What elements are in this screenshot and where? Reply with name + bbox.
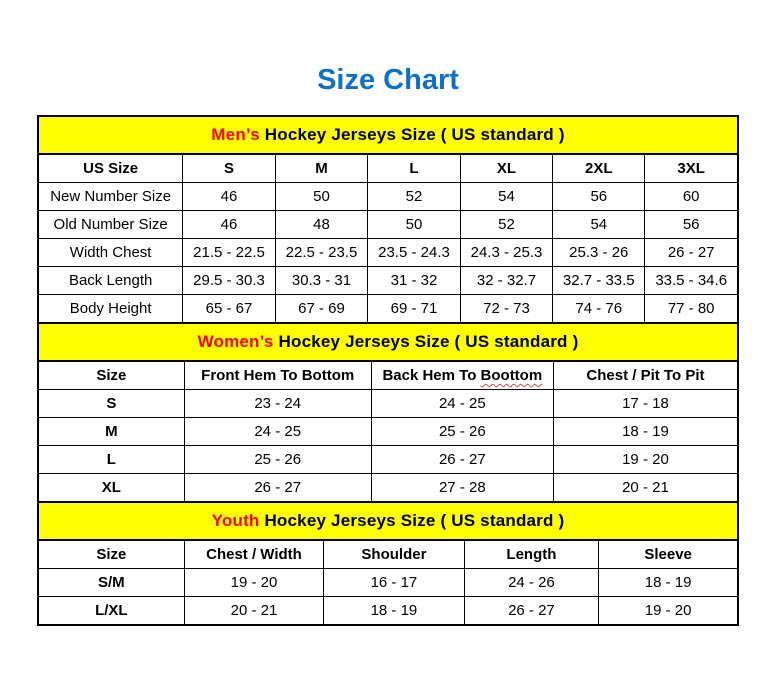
table-cell: 46	[183, 211, 275, 239]
table-cell: 21.5 - 22.5	[183, 239, 275, 267]
page-title: Size Chart	[317, 64, 459, 96]
table-cell: 33.5 - 34.6	[645, 267, 737, 295]
column-header: 3XL	[645, 155, 737, 183]
table-cell: 30.3 - 31	[275, 267, 367, 295]
table-cell: 18 - 19	[324, 597, 464, 625]
column-header: Sleeve	[599, 541, 737, 569]
table-cell: 24 - 25	[371, 390, 553, 418]
table-cell: 24.3 - 25.3	[460, 239, 552, 267]
table-cell: 25 - 26	[371, 418, 553, 446]
table-cell: 16 - 17	[324, 569, 464, 597]
table-cell: 46	[183, 183, 275, 211]
table-cell: 48	[275, 211, 367, 239]
column-header-row	[39, 155, 737, 183]
table-row	[39, 295, 737, 323]
table-cell: 23 - 24	[184, 390, 371, 418]
column-header: Back Hem To Boottom	[371, 362, 553, 390]
table-cell: 20 - 21	[553, 474, 737, 502]
mens-size-section	[39, 117, 737, 323]
column-header: Chest / Width	[184, 541, 324, 569]
column-header: Front Hem To Bottom	[184, 362, 371, 390]
column-header-row	[39, 362, 737, 390]
row-label: XL	[39, 474, 184, 502]
table-cell: 18 - 19	[599, 569, 737, 597]
column-header: Length	[464, 541, 599, 569]
youth-section-title	[39, 502, 737, 540]
womens-size-table	[39, 361, 737, 502]
row-label: L	[39, 446, 184, 474]
row-label: Old Number Size	[39, 211, 183, 239]
table-cell: 69 - 71	[368, 295, 460, 323]
table-row	[39, 597, 737, 625]
table-cell: 19 - 20	[184, 569, 324, 597]
table-cell: 52	[460, 211, 552, 239]
table-cell: 23.5 - 24.3	[368, 239, 460, 267]
table-cell: 18 - 19	[553, 418, 737, 446]
table-cell: 50	[275, 183, 367, 211]
table-cell: 54	[460, 183, 552, 211]
table-cell: 65 - 67	[183, 295, 275, 323]
column-header: L	[368, 155, 460, 183]
column-header: M	[275, 155, 367, 183]
table-cell: 32 - 32.7	[460, 267, 552, 295]
row-label: New Number Size	[39, 183, 183, 211]
mens-section-title-highlight: Men’s	[211, 125, 260, 144]
column-header: US Size	[39, 155, 183, 183]
row-label: M	[39, 418, 184, 446]
womens-section-title	[39, 323, 737, 361]
table-row	[39, 267, 737, 295]
column-header: XL	[460, 155, 552, 183]
row-label: L/XL	[39, 597, 184, 625]
table-cell: 26 - 27	[184, 474, 371, 502]
table-row	[39, 239, 737, 267]
table-cell: 19 - 20	[599, 597, 737, 625]
row-label: S/M	[39, 569, 184, 597]
table-cell: 52	[368, 183, 460, 211]
table-cell: 50	[368, 211, 460, 239]
table-cell: 31 - 32	[368, 267, 460, 295]
table-cell: 22.5 - 23.5	[275, 239, 367, 267]
table-cell: 67 - 69	[275, 295, 367, 323]
column-header-row	[39, 541, 737, 569]
row-label: Body Height	[39, 295, 183, 323]
table-cell: 19 - 20	[553, 446, 737, 474]
column-header: Size	[39, 541, 184, 569]
misspelled-word: Boottom	[480, 367, 543, 384]
youth-section-title-highlight: Youth	[211, 511, 260, 530]
mens-section-title	[39, 117, 737, 154]
table-cell: 60	[645, 183, 737, 211]
table-cell: 74 - 76	[553, 295, 645, 323]
table-cell: 20 - 21	[184, 597, 324, 625]
table-cell: 56	[553, 183, 645, 211]
womens-section-title-highlight: Women’s	[197, 332, 274, 351]
table-cell: 27 - 28	[371, 474, 553, 502]
youth-size-section	[39, 502, 737, 624]
row-label: S	[39, 390, 184, 418]
mens-size-table	[39, 154, 737, 323]
table-cell: 26 - 27	[645, 239, 737, 267]
table-cell: 56	[645, 211, 737, 239]
table-row	[39, 474, 737, 502]
table-cell: 72 - 73	[460, 295, 552, 323]
womens-section-title-rest: Hockey Jerseys Size ( US standard )	[273, 332, 579, 351]
table-cell: 17 - 18	[553, 390, 737, 418]
youth-section-title-rest: Hockey Jerseys Size ( US standard )	[259, 511, 565, 530]
mens-section-title-rest: Hockey Jerseys Size ( US standard )	[259, 125, 565, 144]
table-row	[39, 183, 737, 211]
size-chart-container	[37, 115, 739, 626]
column-header: Chest / Pit To Pit	[553, 362, 737, 390]
table-cell: 26 - 27	[371, 446, 553, 474]
column-header: Size	[39, 362, 184, 390]
table-cell: 25.3 - 26	[553, 239, 645, 267]
table-cell: 32.7 - 33.5	[553, 267, 645, 295]
column-header: Shoulder	[324, 541, 464, 569]
youth-size-table	[39, 540, 737, 624]
column-header: S	[183, 155, 275, 183]
column-header: 2XL	[553, 155, 645, 183]
table-row	[39, 390, 737, 418]
table-cell: 26 - 27	[464, 597, 599, 625]
table-cell: 24 - 25	[184, 418, 371, 446]
table-row	[39, 211, 737, 239]
table-cell: 29.5 - 30.3	[183, 267, 275, 295]
table-row	[39, 569, 737, 597]
table-cell: 77 - 80	[645, 295, 737, 323]
table-cell: 54	[553, 211, 645, 239]
row-label: Width Chest	[39, 239, 183, 267]
table-row	[39, 418, 737, 446]
table-cell: 24 - 26	[464, 569, 599, 597]
womens-size-section	[39, 323, 737, 502]
row-label: Back Length	[39, 267, 183, 295]
table-cell: 25 - 26	[184, 446, 371, 474]
table-row	[39, 446, 737, 474]
